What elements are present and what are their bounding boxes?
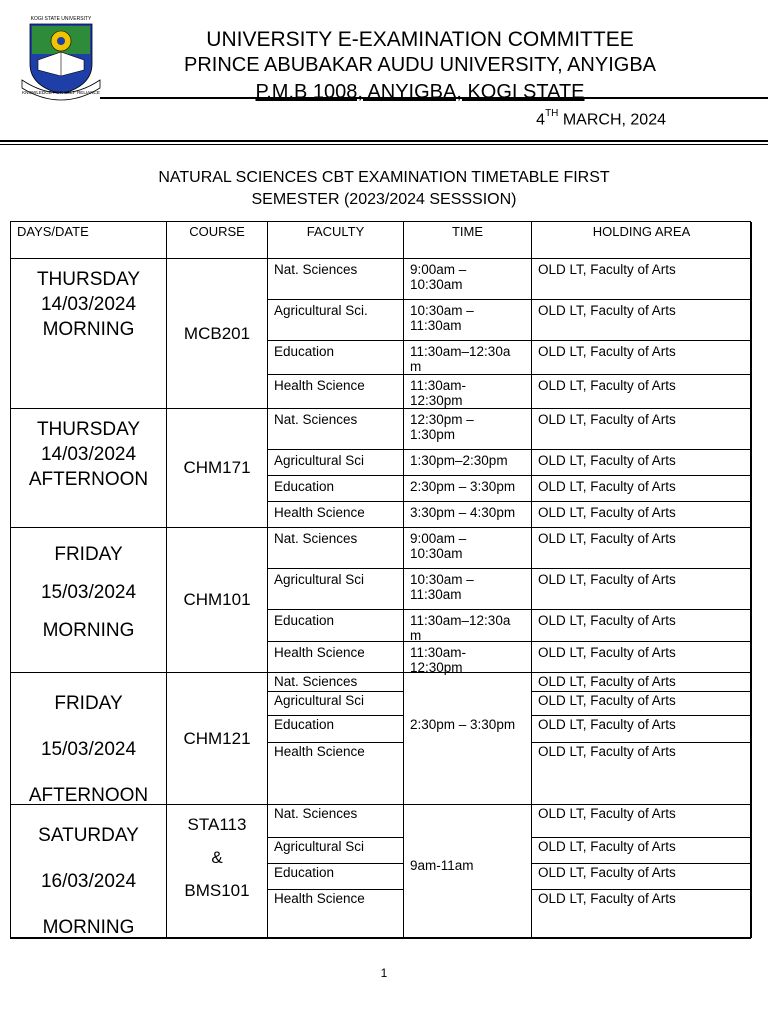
date-day: 4 (536, 111, 546, 129)
holding-area-cell: OLD LT, Faculty of Arts (532, 642, 752, 673)
period-label: MORNING (42, 620, 135, 641)
faculty-cell: Nat. Sciences (268, 409, 404, 450)
day-date-cell (11, 805, 167, 938)
holding-area-cell: OLD LT, Faculty of Arts (532, 476, 752, 502)
timetable-title-line1: NATURAL SCIENCES CBT EXAMINATION TIMETABLE FIRST (158, 169, 610, 186)
holding-area-cell: OLD LT, Faculty of Arts (532, 450, 752, 476)
holding-area-cell: OLD LT, Faculty of Arts (532, 716, 752, 743)
faculty-cell: Health Science (268, 890, 404, 938)
column-header: HOLDING AREA (532, 222, 752, 259)
course-code: STA113 (187, 815, 247, 834)
course-cell (167, 259, 268, 409)
course-cell (167, 528, 268, 673)
date-label: 14/03/2024 (40, 444, 137, 465)
time-cell: 9:00am – 10:30am (404, 528, 532, 569)
period-label: AFTERNOON (28, 785, 149, 806)
course-code: CHM121 (183, 728, 251, 748)
day-label: SATURDAY (38, 825, 139, 846)
time-cell: 12:30pm – 1:30pm (404, 409, 532, 450)
column-header: DAYS/DATE (11, 222, 167, 259)
committee-heading: UNIVERSITY E-EXAMINATION COMMITTEE (206, 28, 634, 51)
period-label: AFTERNOON (28, 469, 149, 490)
date-label: 15/03/2024 (40, 739, 137, 760)
course-cell (167, 673, 268, 805)
faculty-cell: Agricultural Sci (268, 692, 404, 716)
faculty-cell: Education (268, 716, 404, 743)
holding-area-cell: OLD LT, Faculty of Arts (532, 864, 752, 890)
time-cell: 2:30pm – 3:30pm (404, 476, 532, 502)
faculty-cell: Education (268, 610, 404, 642)
day-label: THURSDAY (36, 419, 141, 440)
time-cell: 11:30am- 12:30pm (404, 375, 532, 409)
date-label: 15/03/2024 (40, 582, 137, 603)
period-label: MORNING (42, 319, 135, 340)
holding-area-cell: OLD LT, Faculty of Arts (532, 569, 752, 610)
faculty-cell: Nat. Sciences (268, 805, 404, 838)
time-cell: 11:30am–12:30a m (404, 610, 532, 642)
logo-motto: KNOWLEDGE FOR SELF RELIANCE (22, 90, 100, 95)
holding-area-cell: OLD LT, Faculty of Arts (532, 300, 752, 341)
faculty-cell: Nat. Sciences (268, 528, 404, 569)
day-date-cell (11, 528, 167, 673)
faculty-cell: Nat. Sciences (268, 259, 404, 300)
course-code: MCB201 (183, 323, 251, 343)
double-rule-bottom (0, 144, 768, 145)
time-cell: 3:30pm – 4:30pm (404, 502, 532, 528)
logo-caption: KOGI STATE UNIVERSITY (30, 16, 92, 22)
document-date (536, 110, 666, 129)
holding-area-cell: OLD LT, Faculty of Arts (532, 890, 752, 938)
time-cell: 2:30pm – 3:30pm (404, 673, 532, 805)
faculty-cell: Health Science (268, 743, 404, 805)
holding-area-cell: OLD LT, Faculty of Arts (532, 409, 752, 450)
university-address: P.M.B 1008, ANYIGBA, KOGI STATE (255, 81, 585, 103)
date-month-year: MARCH, 2024 (558, 111, 666, 129)
timetable-title-line2: SEMESTER (2023/2024 SESSSION) (251, 191, 517, 208)
time-cell: 10:30am – 11:30am (404, 569, 532, 610)
holding-area-cell: OLD LT, Faculty of Arts (532, 341, 752, 375)
date-label: 16/03/2024 (40, 871, 137, 892)
holding-area-cell: OLD LT, Faculty of Arts (532, 502, 752, 528)
header-rule (100, 97, 768, 99)
course-cell (167, 805, 268, 938)
time-cell: 11:30am- 12:30pm (404, 642, 532, 673)
double-rule-top (0, 140, 768, 142)
faculty-cell: Health Science (268, 502, 404, 528)
faculty-cell: Agricultural Sci (268, 838, 404, 864)
faculty-cell: Nat. Sciences (268, 673, 404, 692)
time-cell: 10:30am – 11:30am (404, 300, 532, 341)
faculty-cell: Education (268, 341, 404, 375)
faculty-cell: Education (268, 476, 404, 502)
time-cell: 9am-11am (404, 805, 532, 938)
holding-area-cell: OLD LT, Faculty of Arts (532, 259, 752, 300)
faculty-cell: Agricultural Sci (268, 450, 404, 476)
time-cell: 9:00am – 10:30am (404, 259, 532, 300)
faculty-cell: Health Science (268, 375, 404, 409)
university-name: PRINCE ABUBAKAR AUDU UNIVERSITY, ANYIGBA (184, 54, 656, 76)
holding-area-cell: OLD LT, Faculty of Arts (532, 838, 752, 864)
holding-area-cell: OLD LT, Faculty of Arts (532, 610, 752, 642)
time-cell: 1:30pm–2:30pm (404, 450, 532, 476)
faculty-cell: Health Science (268, 642, 404, 673)
holding-area-cell: OLD LT, Faculty of Arts (532, 673, 752, 692)
faculty-cell: Agricultural Sci. (268, 300, 404, 341)
holding-area-cell: OLD LT, Faculty of Arts (532, 805, 752, 838)
period-label: MORNING (42, 917, 135, 938)
date-suffix: TH (545, 108, 559, 119)
faculty-cell: Education (268, 864, 404, 890)
course-code: & (211, 848, 223, 867)
day-label: FRIDAY (54, 693, 123, 714)
course-code: CHM101 (183, 590, 251, 609)
holding-area-cell: OLD LT, Faculty of Arts (532, 375, 752, 409)
holding-area-cell: OLD LT, Faculty of Arts (532, 528, 752, 569)
faculty-cell: Agricultural Sci (268, 569, 404, 610)
course-code: BMS101 (184, 881, 250, 900)
day-label: FRIDAY (54, 544, 123, 565)
column-header: COURSE (167, 222, 268, 259)
date-label: 14/03/2024 (40, 294, 137, 315)
day-label: THURSDAY (36, 269, 141, 290)
column-header: TIME (404, 222, 532, 259)
page-number: 1 (380, 966, 388, 980)
course-cell (167, 409, 268, 528)
holding-area-cell: OLD LT, Faculty of Arts (532, 692, 752, 716)
column-header: FACULTY (268, 222, 404, 259)
day-date-cell (11, 259, 167, 409)
time-cell: 11:30am–12:30a m (404, 341, 532, 375)
timetable-table (10, 221, 751, 939)
holding-area-cell: OLD LT, Faculty of Arts (532, 743, 752, 805)
day-date-cell (11, 409, 167, 528)
course-code: CHM171 (183, 458, 251, 477)
university-logo (20, 14, 102, 102)
day-date-cell (11, 673, 167, 805)
